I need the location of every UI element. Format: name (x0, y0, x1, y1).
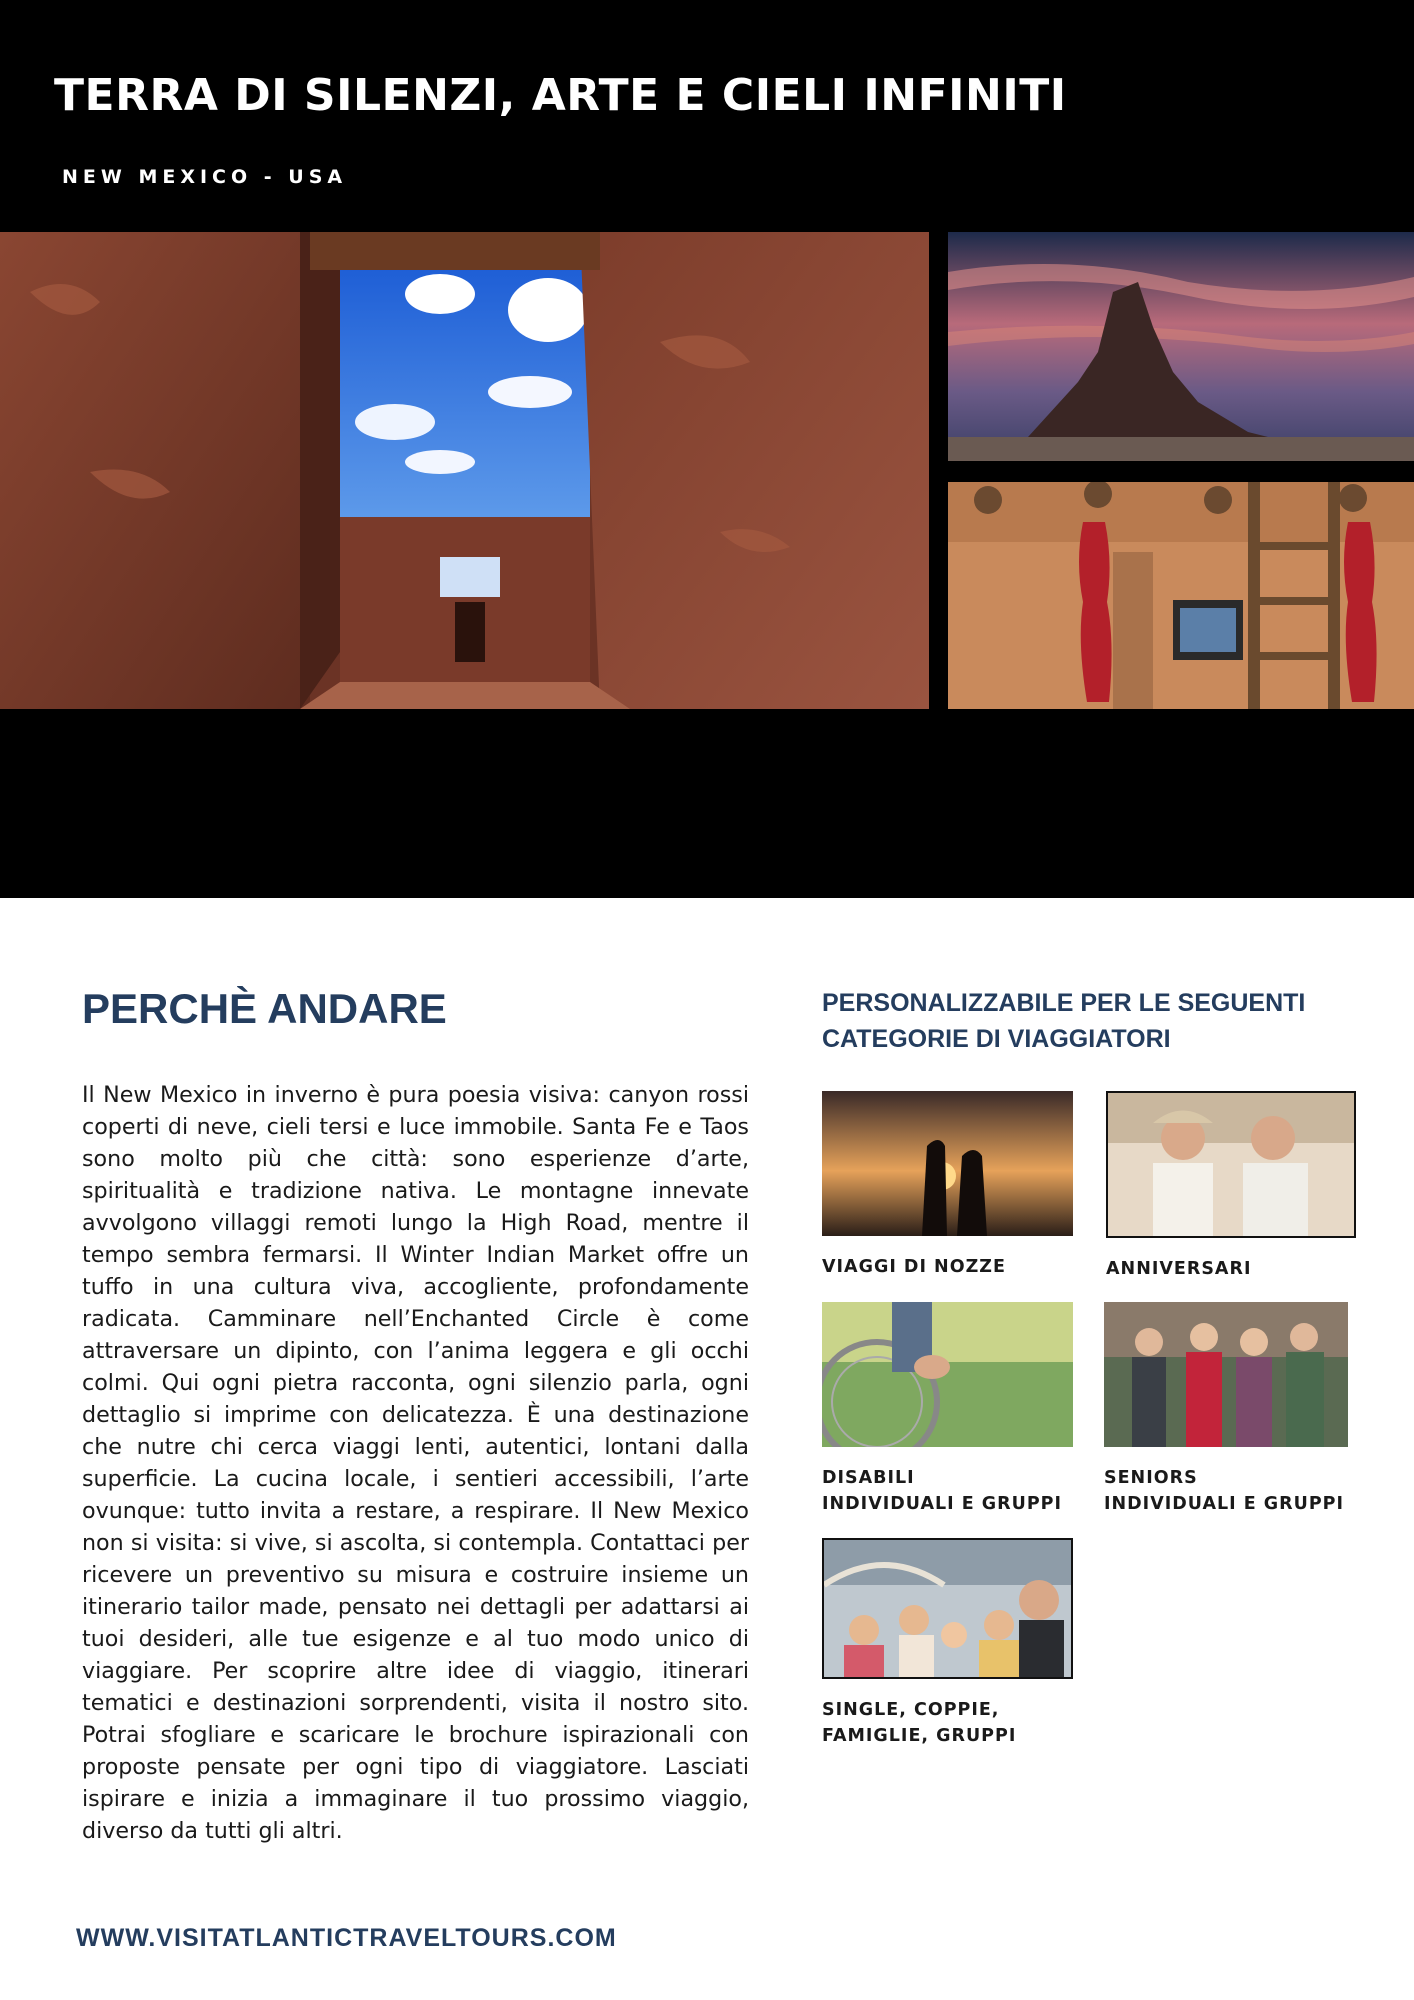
disabled-photo (822, 1302, 1073, 1447)
shiprock-sunset-photo (948, 232, 1414, 461)
category-seniors (1104, 1302, 1348, 1517)
categories-heading: PERSONALIZZABILE PER LE SEGUENTI CATEGORIE DI VIAGGIATORI (822, 989, 1306, 1053)
category-disabled (822, 1302, 1073, 1517)
why-go-body: Il New Mexico in inverno è pura poesia visiva: canyon rossi coperti di neve, cieli tersi e luce immobile. Santa Fe e Taos sono molto più che città: sono esperienze d’arte, spiritualità e tradizione nativa. Le montagne innevate avvolgono villaggi remoti lungo la High Road, mentre il tempo sembra fermarsi. Il Winter Indian Market offre un tuffo in una cultura viva, accogliente, profondamente radicata. Camminare nell’Enchanted Circle è come attraversare un dipinto, con l’anima leggera e gli occhi colmi. Qui ogni pietra racconta, ogni silenzio parla, ogni dettaglio si imprime con delicatezza. È una destinazione che nutre chi cerca viaggi lenti, autentici, lontani dalla superficie. La cucina locale, i sentieri accessibili, l’arte ovunque: tutto invita a restare, a respirare. Il New Mexico non si visita: si vive, si ascolta, si contempla. Contattaci per ricevere un preventivo su misura e costruire insieme un itinerario tailor made, pensato nei dettagli per adattarsi ai tuoi desideri, alle tue esigenze e al tuo modo unico di viaggiare. Per scoprire altre idee di viaggio, itinerari tematici e destinazioni sorprendenti, visita il nostro sito. Potrai sfogliare e scaricare le brochure ispirazionali con proposte pensate per ogni tipo di viaggiatore. Lasciati ispirare e inizia a immaginare il tuo prossimo viaggio, diverso da tutti gli altri. (82, 1082, 749, 1844)
category-label: VIAGGI DI NOZZE (822, 1257, 1006, 1277)
category-label: ANNIVERSARI (1106, 1259, 1252, 1279)
category-label: SENIORS INDIVIDUALI E GRUPPI (1104, 1468, 1345, 1514)
category-families (822, 1538, 1073, 1749)
chile-ristras-adobe-photo (948, 482, 1414, 709)
category-label: DISABILI INDIVIDUALI E GRUPPI (822, 1468, 1063, 1514)
adobe-ruins-window-photo (0, 232, 929, 709)
category-label: SINGLE, COPPIE, FAMIGLIE, GRUPPI (822, 1700, 1017, 1746)
website-link[interactable]: WWW.VISITATLANTICTRAVELTOURS.COM (76, 1924, 617, 1952)
anniversary-photo (1106, 1091, 1356, 1238)
families-photo (822, 1538, 1073, 1679)
category-anniversary (1106, 1091, 1356, 1282)
seniors-photo (1104, 1302, 1348, 1447)
honeymoon-photo (822, 1091, 1073, 1236)
category-honeymoon (822, 1091, 1073, 1280)
page-title: TERRA DI SILENZI, ARTE E CIELI INFINITI (54, 70, 1067, 121)
hero-banner (0, 0, 1414, 898)
why-go-heading: PERCHÈ ANDARE (82, 985, 447, 1032)
destination-subtitle: NEW MEXICO - USA (62, 166, 348, 188)
